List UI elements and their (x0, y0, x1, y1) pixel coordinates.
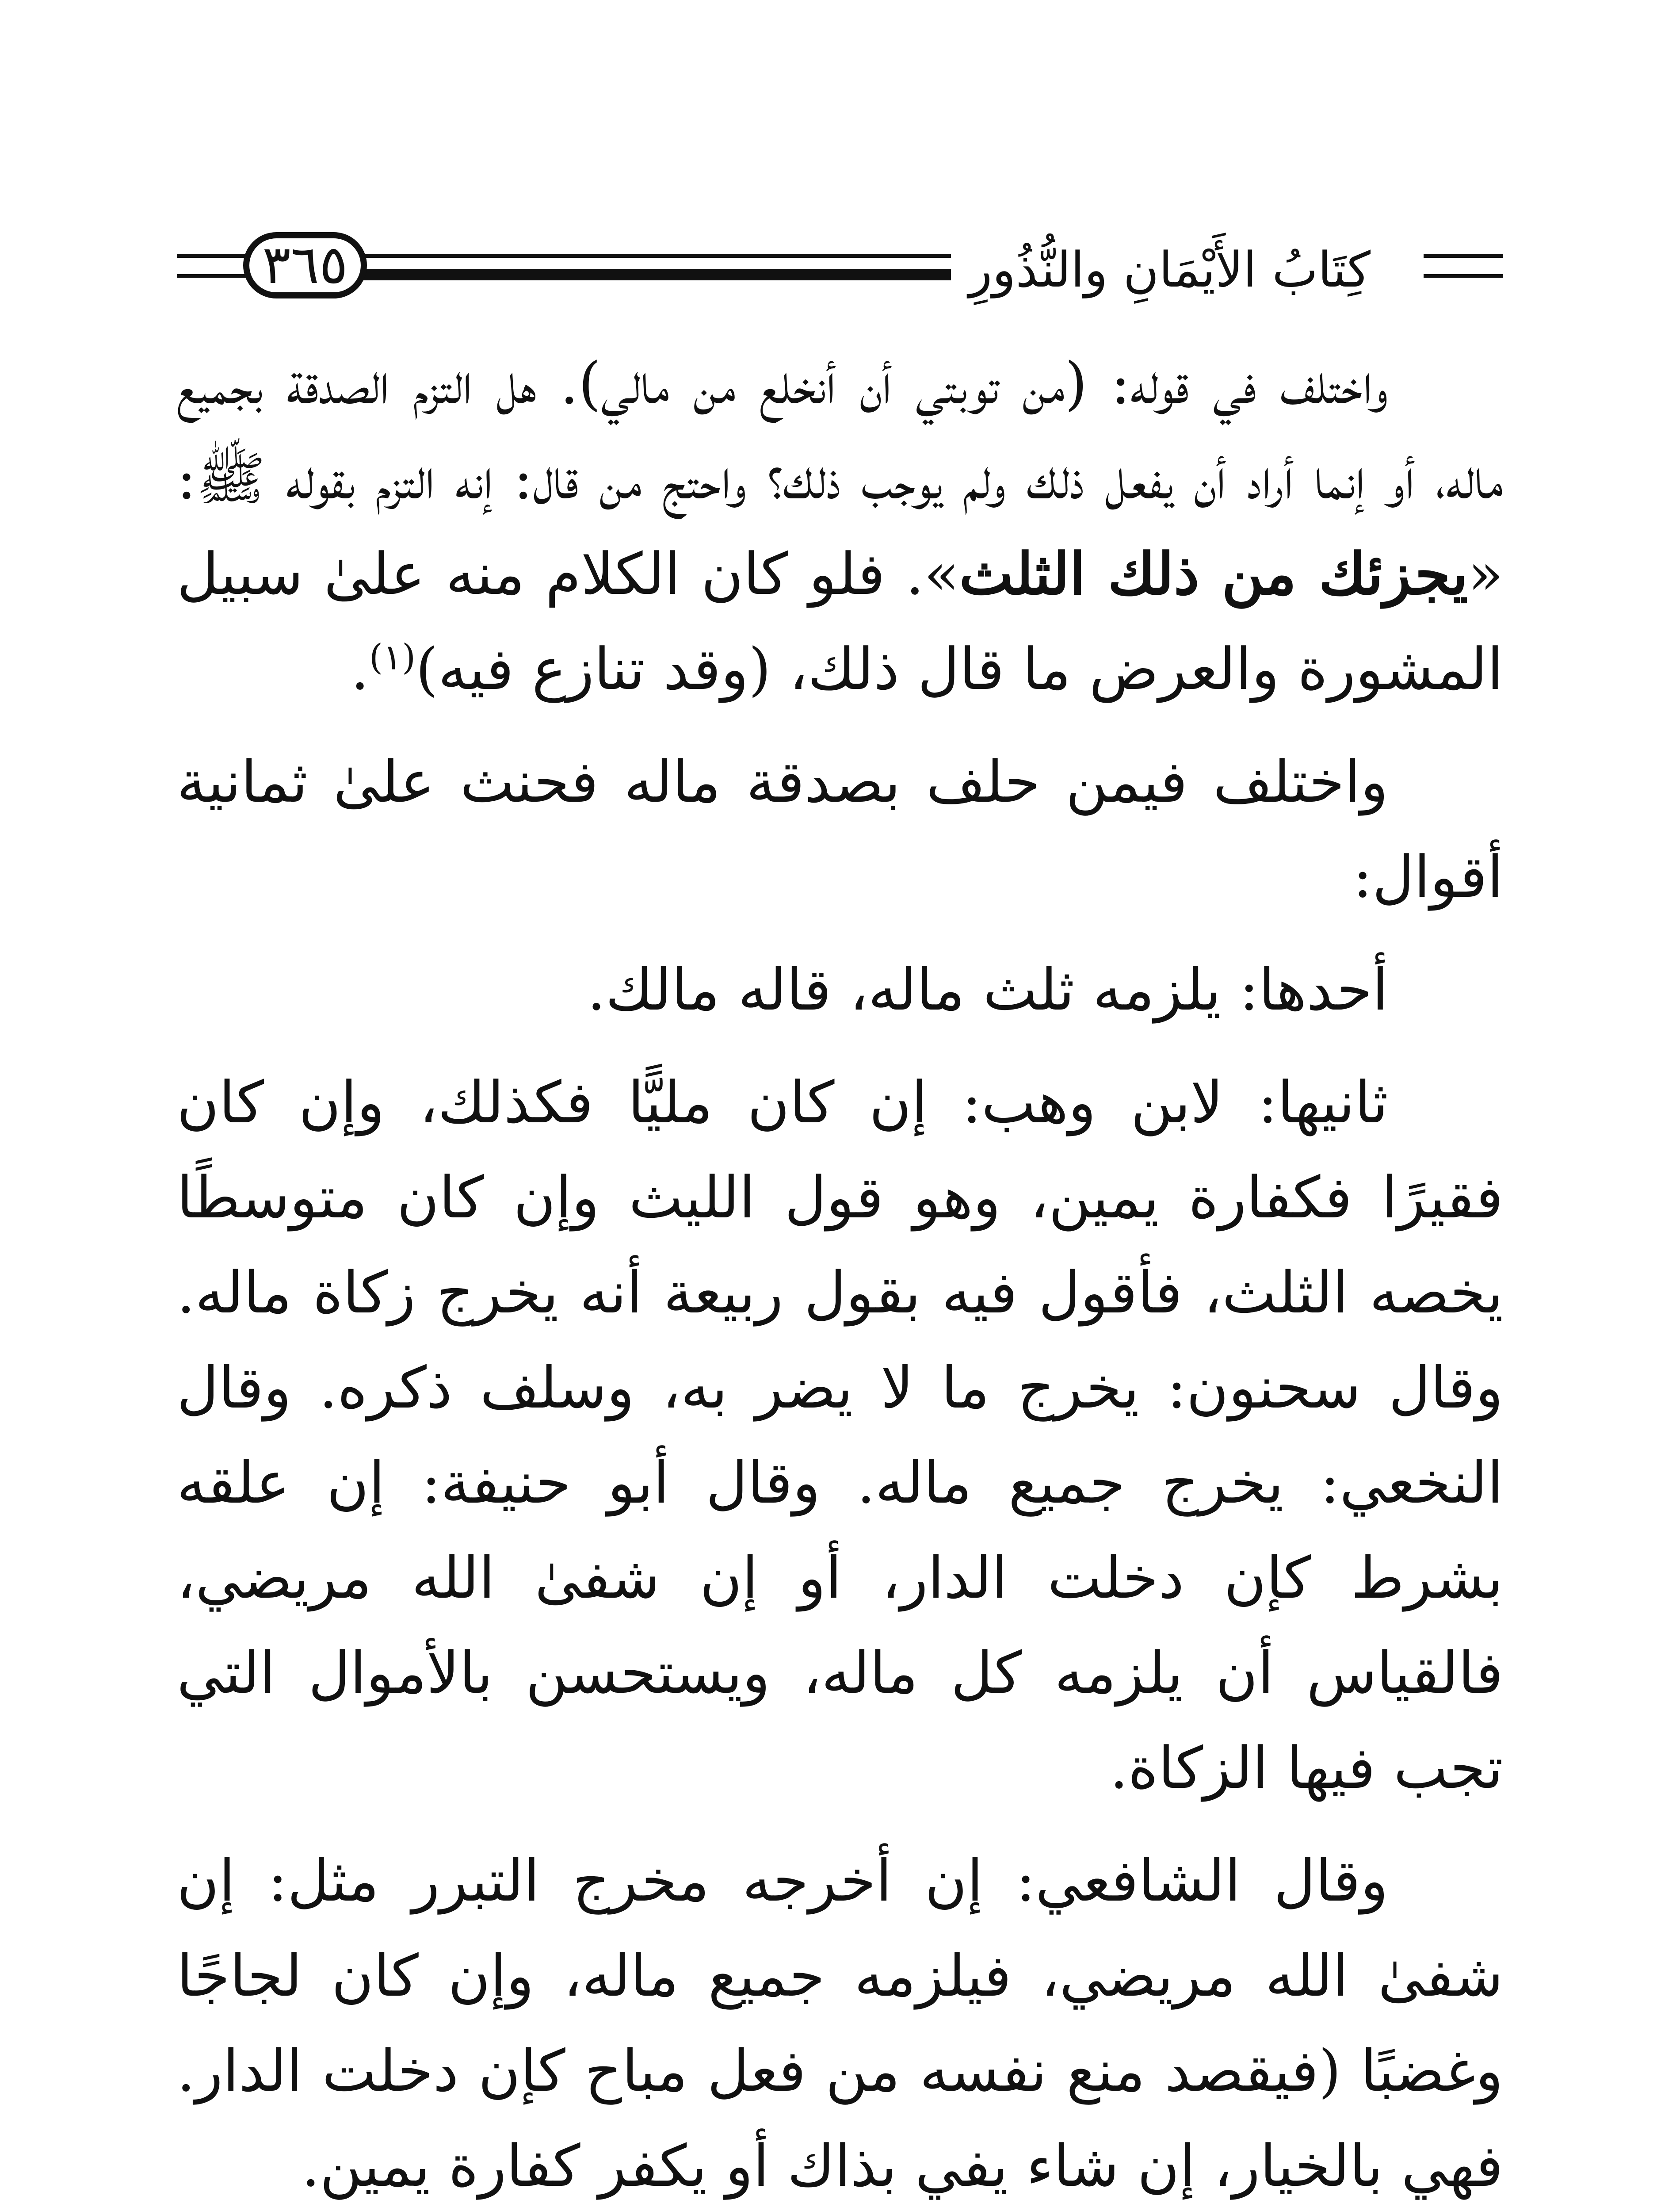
header-rule-left-bottom (177, 274, 248, 278)
main-text (177, 336, 1503, 2211)
page-header (177, 230, 1503, 305)
paragraph-5: وقال الشافعي: إن أخرجه مخرج التبرر مثل: إن شفىٰ الله مريضي، فيلزمه جميع ماله، وإن كان لجاجًا وغضبًا (فيقصد منع نفسه من فعل مباح كإن دخلت الدار. فهي بالخيار، إن شاء يفي بذاك أو يكفر كفارة يمين. (177, 1847, 1503, 2200)
footnote-ref-1: (١) (369, 636, 416, 678)
header-rule-left-top (177, 254, 248, 258)
header-rule-right-top (1424, 254, 1503, 258)
paragraph-1-end: . (351, 635, 369, 703)
page-number: ٣٦٥ (262, 234, 348, 296)
paragraph-3: أحدها: يلزمه ثلث ماله، قاله مالك. (587, 956, 1388, 1023)
paragraph-1 (177, 336, 1503, 717)
paragraph-1-text-c: ». فلو كان الكلام منه علىٰ سبيل المشورة والعرض ما قال ذلك، (وقد تنازع فيه) (177, 540, 1503, 703)
running-title: كِتَابُ الأَيْمَانِ والنُّذُورِ (951, 234, 1388, 305)
paragraph-4: ثانيها: لابن وهب: إن كان مليًّا فكذلك، وإن كان فقيرًا فكفارة يمين، وهو قول الليث وإن كان متوسطًا يخصه الثلث، فأقول فيه بقول ربيعة أنه يخرج زكاة ماله. وقال سحنون: يخرج ما لا يضر به، وسلف ذكره. وقال النخعي: يخرج جميع ماله. وقال أبو حنيفة: إن علقه بشرط كإن دخلت الدار، أو إن شفىٰ الله مريضي، فالقياس أن يلزمه كل ماله، ويستحسن بالأموال التي تجب فيها الزكاة. (177, 1069, 1503, 1802)
paragraph-2: واختلف فيمن حلف بصدقة ماله فحنث علىٰ ثمانية أقوال: (177, 748, 1503, 910)
page-number-badge (243, 232, 367, 298)
paragraph-1-text-a: واختلف في قوله: (من توبتي أن أنخلع من مالي). هل التزم الصدقة بجميع ماله، أو إنما أراد أن يفعل ذلك ولم يوجب ذلك؟ واحتج من قال: إنه التزم بقوله ﷺ: « (177, 350, 1503, 608)
header-rule-right-bottom (1424, 274, 1503, 278)
hadith-quote: يجزئك من ذلك الثلث (959, 540, 1468, 608)
